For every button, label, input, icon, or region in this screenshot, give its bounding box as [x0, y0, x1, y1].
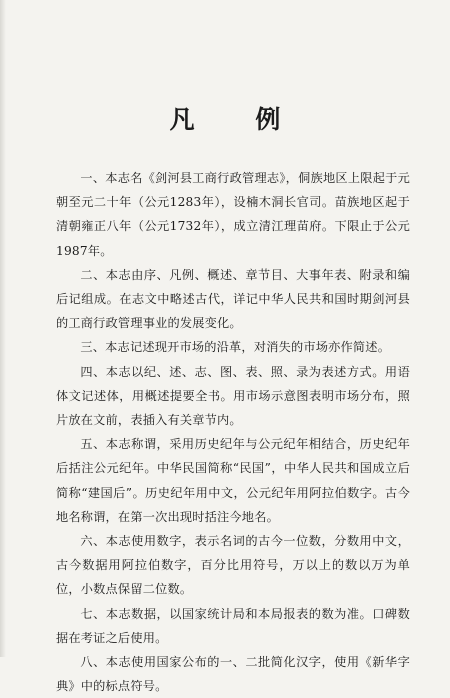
guidelines-body	[56, 166, 410, 698]
guideline-paragraph-8: 八、本志使用国家公布的一、二批简化汉字，使用《新华字典》中的标点符号。	[56, 655, 410, 694]
guideline-paragraph-4: 四、本志以纪、述、志、图、表、照、录为表述方式。用语体文记述体，用概述提要全书。用市场示意图表明市场分布，照片放在文前，表插入有关章节内。	[56, 364, 410, 428]
guideline-paragraph-5: 五、本志称谓，采用历史纪年与公元纪年相结合，历史纪年后括注公元纪年。中华民国简称“民国”，中华人民共和国成立后简称“建国后”。历史纪年用中文，公元纪年用阿拉伯数字。古今地名称谓，在第一次出现时括注今地名。	[56, 437, 410, 524]
guideline-paragraph-7: 七、本志数据，以国家统计局和本局报表的数为准。口碑数据在考证之后使用。	[56, 606, 410, 645]
guideline-paragraph-2: 二、本志由序、凡例、概述、章节目、大事年表、附录和编后记组成。在志文中略述古代，详记中华人民共和国时期剑河县的工商行政管理事业的发展变化。	[56, 267, 410, 331]
page-title: 凡 例	[169, 105, 307, 134]
page-binding-edge	[0, 0, 6, 657]
guideline-paragraph-6: 六、本志使用数字，表示名词的古今一位数，分数用中文，古今数据用阿拉伯数字，百分比用符号，万以上的数以万为单位，小数点保留二位数。	[56, 534, 410, 597]
guideline-paragraph-1: 一、本志名《剑河县工商行政管理志》，侗族地区上限起于元朝至元二十年（公元1283年），设楠木洞长官司。苗族地区起于清朝雍正八年（公元1732年），成立清江理苗府。下限止于公元1987年。	[56, 171, 410, 258]
guideline-paragraph-3: 三、本志记述现开市场的沿革，对消失的市场亦作简述。	[80, 340, 391, 355]
